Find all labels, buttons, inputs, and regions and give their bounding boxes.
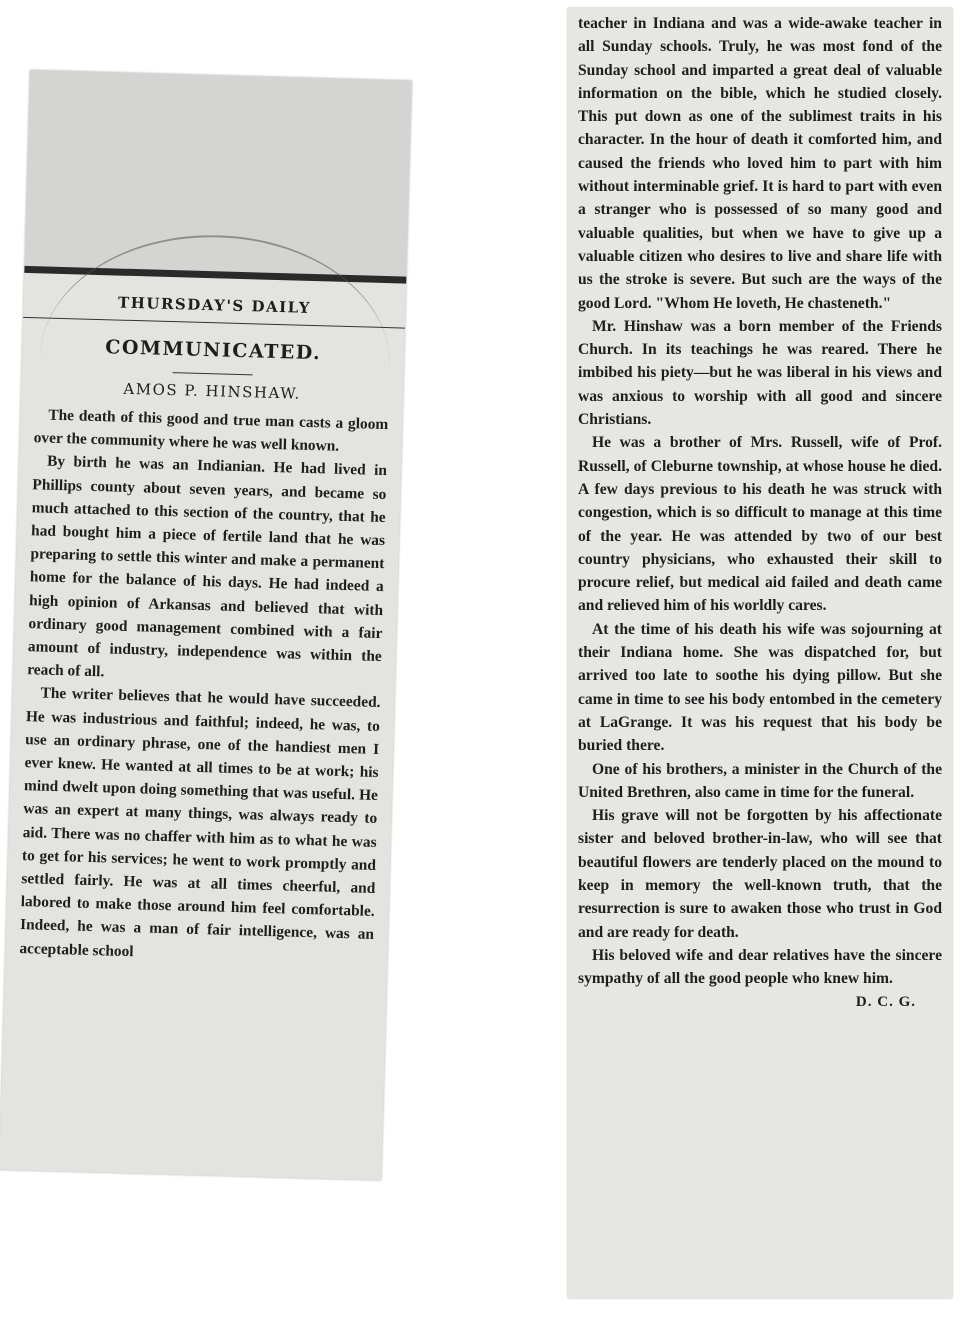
paragraph: The death of this good and true man casts a gloom over the community where he was well known.	[33, 406, 389, 455]
paragraph: teacher in Indiana and was a wide-awake teacher in all Sunday schools. Truly, he was most fond of the Sunday school and imparted a great deal of valuable information on the bible, which he studied closely. This put down as one of the sublimest traits in his character. In the hour of death it comforted him, and caused the friends who loved him to part with him without interminable grief. It is hard to part with even a stranger who is possessed of so many good and valuable qualities, but when we have to give up a valuable citizen who desires to live and share life with us the stroke is severe. But such are the ways of the good Lord. "Whom He loveth, He chasteneth."	[578, 15, 942, 312]
paragraph: He was a brother of Mrs. Russell, wife of Prof. Russell, of Cleburne township, at whose house he died. A few days previous to his death he was struck with congestion, which is so difficult to manage at this time of the year. He was attended by two of our best country physicians, who exhausted their skill to procure relief, but medical aid failed and death came and relieved him of his worldly cares.	[578, 434, 942, 615]
paragraph: At the time of his death his wife was sojourning at their Indiana home. She was dispatched for, but arrived too late to soothe his dying pillow. But she came in time to see his body entombed in the cemetery at LaGrange. It was his request that his body be buried there.	[578, 620, 942, 755]
paragraph: His grave will not be forgotten by his affectionate sister and beloved brother-in-law, who will see that beautiful flowers are tenderly placed on the mound to keep in memory the well-known truth, that the resurrection is sure to awaken those who trust in God and are ready for death.	[578, 807, 942, 941]
paragraph: Mr. Hinshaw was a born member of the Friends Church. In its teachings he was reared. There he imbibed his piety—but he was liberal in his views and was anxious to worship with all good and sincere Christians.	[578, 317, 942, 429]
blank-paper-area	[24, 70, 412, 284]
paragraph: By birth he was an Indianian. He had lived in Phillips county about seven years, and became so much attached to this section of the country, that he had bought him a piece of fertile land that he was preparing to settle this winter and make a permanent home for the balance of his days. He had indeed a high opinion of Arkansas and believed that with ordinary good management combined with a fair amount of industry, independence was within the reach of all.	[27, 453, 388, 681]
article-byline: AMOS P. HINSHAW.	[123, 379, 302, 403]
left-clipping	[0, 70, 412, 1180]
paragraph: One of his brothers, a minister in the Church of the United Brethren, also came in time for the funeral.	[578, 760, 942, 801]
right-column-text	[568, 8, 952, 990]
paragraph: The writer believes that he would have succeeded. He was industrious and faithful; indeed, he was, to use an ordinary phrase, one of the handiest men I ever knew. He wanted at all times to be at work; his mind dwelt upon doing something that was useful. He was an expert at many things, was always ready to aid. There was no chaffer with him as to what he was to get for his services; he went to work promptly and settled fairly. He was at all times cheerful, and labored to make those around him feel comfortable. Indeed, he was a man of fair intelligence, was an acceptable school	[19, 684, 381, 960]
article-heading: COMMUNICATED.	[105, 336, 322, 365]
author-signature: D. C. G.	[855, 994, 916, 1011]
right-clipping	[568, 8, 952, 1298]
paragraph: His beloved wife and dear relatives have the sincere sympathy of all the good people who knew him.	[578, 946, 942, 988]
fold-arc-mark	[36, 230, 393, 492]
section-header: THURSDAY'S DAILY	[23, 291, 406, 329]
